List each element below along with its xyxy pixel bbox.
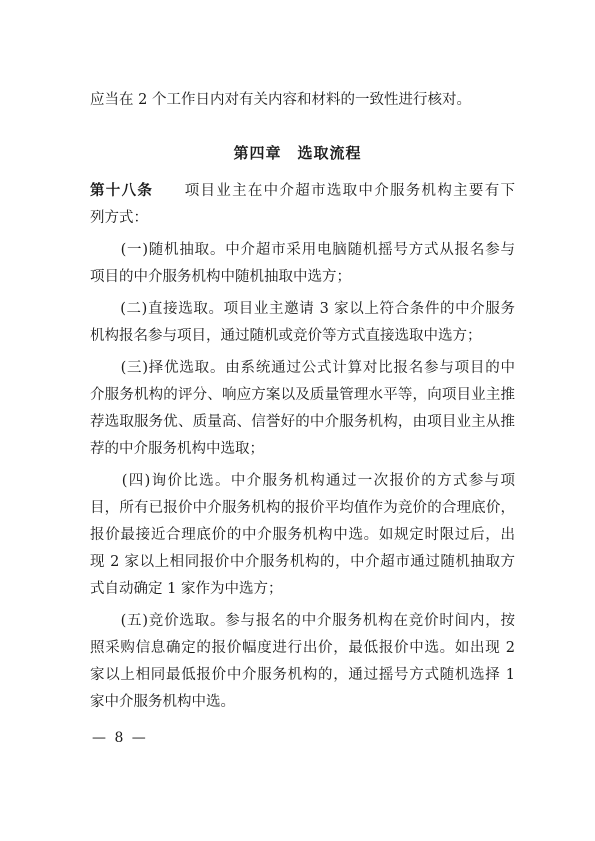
- text-line: 荐的中介服务机构中选取；: [90, 441, 264, 457]
- text-line: 介服务机构的评分、响应方案以及质量管理水平等，向项目业主推: [90, 387, 515, 403]
- article-label: 第十八条: [90, 182, 154, 199]
- text-line: (一)随机抽取。中介超市采用电脑随机摇号方式从报名参与: [90, 242, 515, 258]
- text-line: 荐选取服务优、质量高、信誉好的中介服务机构，由项目业主从推: [90, 414, 515, 430]
- text-line: 项目的中介服务机构中随机抽取中选方；: [90, 269, 351, 285]
- text-line: (四)询价比选。中介服务机构通过一次报价的方式参与项: [90, 473, 515, 489]
- text-line: (五)竞价选取。参与报名的中介服务机构在竞价时间内，按: [90, 613, 515, 629]
- article-first-line: [90, 181, 515, 201]
- text-line: 应当在 2 个工作日内对有关内容和材料的一致性进行核对。: [90, 92, 471, 108]
- text-line: 现 2 家以上相同报价中介服务机构的，中介超市通过随机抽取方: [90, 554, 515, 570]
- text-line: 照采购信息确定的报价幅度进行出价，最低报价中选。如出现 2: [90, 640, 515, 656]
- text-line: 机构报名参与项目，通过随机或竞价等方式直接选取中选方；: [90, 328, 482, 344]
- text-line: 列方式：: [90, 210, 148, 226]
- text-line: 项目业主在中介超市选取中介服务机构主要有下: [153, 183, 516, 199]
- text-line: 报价最接近合理底价的中介服务机构中选。如规定时限过后，出: [90, 527, 515, 543]
- text-line: 家中介服务机构中选。: [90, 694, 235, 710]
- chapter-title: 第四章 选取流程: [233, 144, 362, 162]
- page-number: — 8 —: [92, 730, 148, 746]
- text-line: (二)直接选取。项目业主邀请 3 家以上符合条件的中介服务: [90, 301, 515, 317]
- text-line: 式自动确定 1 家作为中选方；: [90, 581, 283, 597]
- text-line: 家以上相同最低报价中介服务机构的，通过摇号方式随机选择 1: [90, 667, 515, 683]
- text-line: 目，所有已报价中介服务机构的报价平均值作为竞价的合理底价，: [90, 500, 515, 516]
- text-line: (三)择优选取。由系统通过公式计算对比报名参与项目的中: [90, 360, 515, 376]
